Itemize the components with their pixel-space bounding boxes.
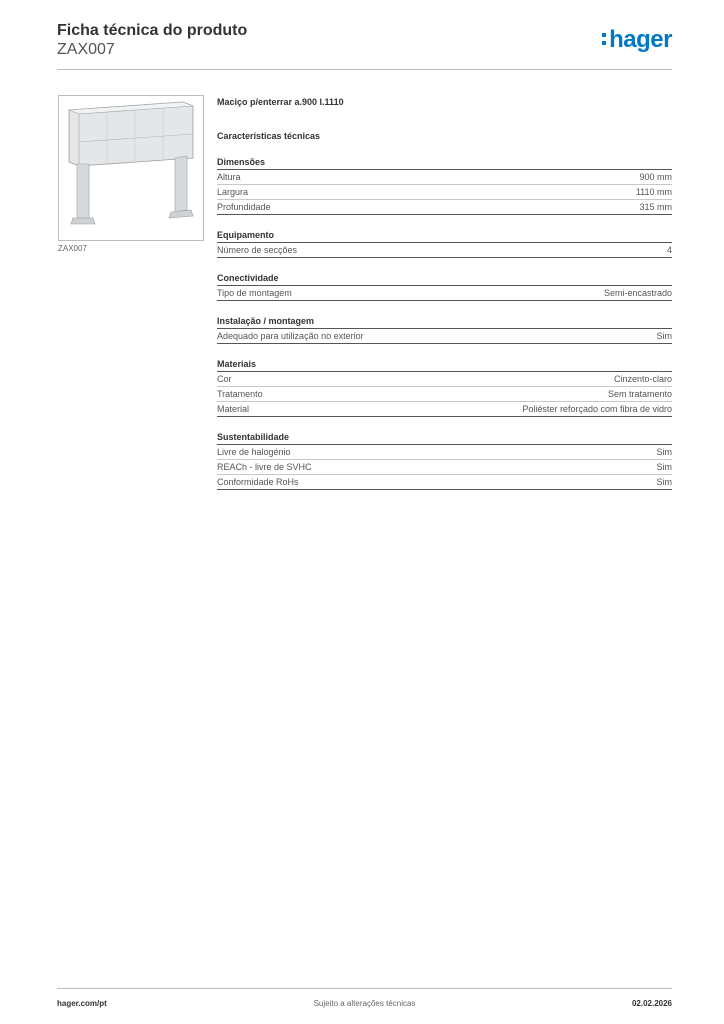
page-header: [57, 20, 672, 70]
section-title: Materiais: [217, 358, 672, 372]
spec-label: Conformidade RoHs: [217, 477, 299, 487]
spec-row: [217, 402, 672, 417]
tech-characteristics-title: Características técnicas: [217, 131, 321, 141]
spec-row: [217, 445, 672, 460]
spec-row: [217, 286, 672, 301]
section-title: Conectividade: [217, 272, 672, 286]
spec-label: Largura: [217, 187, 249, 197]
section-title: Sustentabilidade: [217, 431, 672, 445]
page-footer: [57, 988, 672, 1017]
spec-value: Poliéster reforçado com fibra de vidro: [522, 404, 672, 414]
website-link[interactable]: hager.com/pt: [57, 999, 107, 1008]
spec-value: 315 mm: [639, 202, 672, 212]
spec-row: [217, 460, 672, 475]
document-title: Ficha técnica do produto: [57, 22, 248, 39]
spec-label: Livre de halogénio: [217, 447, 291, 457]
spec-value: Sim: [656, 447, 672, 457]
document-date: 02.02.2026: [631, 999, 672, 1008]
spec-label: Altura: [217, 172, 241, 182]
section-title: Equipamento: [217, 229, 672, 243]
section-equipment: [217, 229, 672, 258]
spec-value: 4: [666, 245, 672, 255]
enclosure-base-illustration: [59, 96, 203, 240]
product-image: [58, 95, 204, 241]
spec-label: Tratamento: [217, 389, 263, 399]
spec-value: Semi-encastrado: [603, 288, 672, 298]
section-dimensions: [217, 156, 672, 215]
logo-dots-icon: [602, 30, 607, 48]
spec-label: Adequado para utilização no exterior: [217, 331, 364, 341]
spec-row: [217, 475, 672, 490]
hager-logo[interactable]: [602, 26, 672, 54]
spec-row: [217, 387, 672, 402]
spec-row: [217, 170, 672, 185]
footer-note: Sujeito a alterações técnicas: [313, 999, 416, 1008]
spec-value: 900 mm: [639, 172, 672, 182]
product-code: ZAX007: [57, 41, 115, 58]
spec-row: [217, 329, 672, 344]
spec-row: [217, 243, 672, 258]
spec-value: Sim: [656, 331, 672, 341]
spec-label: Profundidade: [217, 202, 271, 212]
spec-value: Sim: [656, 462, 672, 472]
section-connectivity: [217, 272, 672, 301]
spec-value: Sim: [656, 477, 672, 487]
spec-row: [217, 372, 672, 387]
spec-label: Número de secções: [217, 245, 298, 255]
spec-value: Sem tratamento: [607, 389, 672, 399]
spec-label: Tipo de montagem: [217, 288, 292, 298]
spec-row: [217, 185, 672, 200]
section-installation: [217, 315, 672, 344]
spec-label: Material: [217, 404, 250, 414]
logo-text: hager: [609, 26, 672, 53]
section-sustainability: [217, 431, 672, 490]
section-title: Dimensões: [217, 156, 672, 170]
spec-content: [217, 96, 672, 490]
product-name: Maciço p/enterrar a.900 l.1110: [217, 97, 344, 107]
section-title: Instalação / montagem: [217, 315, 672, 329]
spec-row: [217, 200, 672, 215]
spec-value: 1110 mm: [635, 187, 672, 197]
spec-value: Cinzento-claro: [613, 374, 672, 384]
image-caption: ZAX007: [58, 244, 87, 253]
spec-label: Cor: [217, 374, 232, 384]
section-materials: [217, 358, 672, 417]
spec-label: REACh - livre de SVHC: [217, 462, 312, 472]
